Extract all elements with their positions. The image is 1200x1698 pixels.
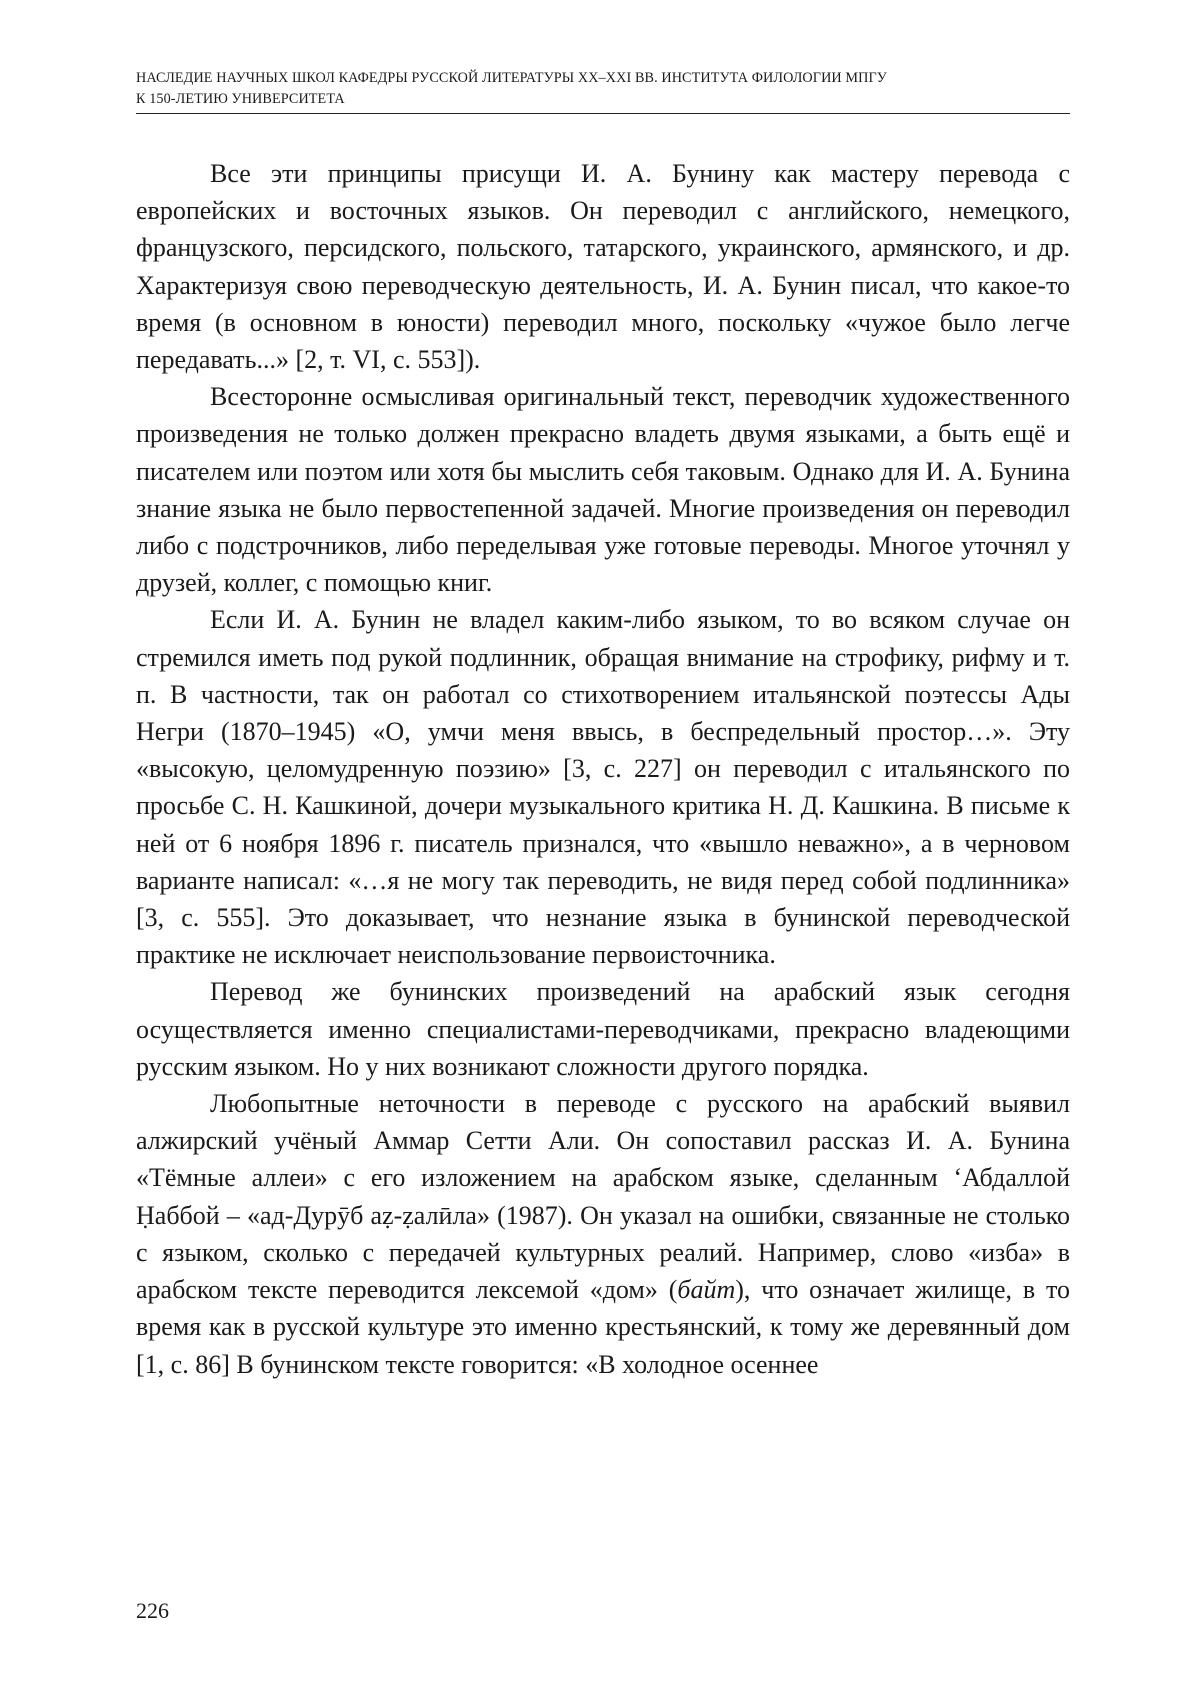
paragraph-5-italic-term: байт bbox=[677, 1275, 736, 1305]
paragraph-5-text-before: Любопытные неточности в переводе с русского на арабский выявил алжирский учёный Аммар Сетти Али. Он сопоставил рассказ И. А. Бунина «Тёмные аллеи» с его изложением на арабском языке, сделанным ‘Абдаллой Ḥаббой – «ад-Дурӯб аẓ-ẓалӣла» (1987). Он указал на ошибки, связанные не столько с языком, сколько с передачей культурных реалий. Например, слово «изба» в арабском тексте переводится лексемой «дом» ( bbox=[136, 1089, 1070, 1305]
paragraph-2: Всесторонне осмысливая оригинальный текст, переводчик художественного произведения не только должен прекрасно владеть двумя языками, а быть ещё и писателем или поэтом или хотя бы мыслить себя таковым. Однако для И. А. Бунина знание языка не было первостепенной задачей. Многие произведения он переводил либо с подстрочников, либо переделывая уже готовые переводы. Многое уточнял у друзей, коллег, с помощью книг. bbox=[136, 382, 1070, 598]
paragraph-5-text-after: ), что означает жилище, в то время как в русской культуре это именно крестьянский, к тому же деревянный дом [1, с. 86] В бунинском тексте говорится: «В холодное осеннее bbox=[136, 1275, 1070, 1379]
paragraph-3: Если И. А. Бунин не владел каким-либо языком, то во всяком случае он стремился иметь под рукой подлинник, обращая внимание на строфику, рифму и т. п. В частности, так он работал со стихотворением итальянской поэтессы Ады Негри (1870–1945) «О, умчи меня ввысь, в беспредельный простор…». Эту «высокую, целомудренную поэзию» [3, с. 227] он переводил с итальянского по просьбе С. Н. Кашкиной, дочери музыкального критика Н. Д. Кашкина. В письме к ней от 6 ноября 1896 г. писатель признался, что «вышло неважно», а в черновом варианте написал: «…я не могу так переводить, не видя перед собой подлинника» [3, с. 555]. Это доказывает, что незнание языка в бунинской переводческой практике не исключает неиспользование первоисточника. bbox=[136, 605, 1070, 970]
paragraph-5 bbox=[136, 1085, 1070, 1383]
running-header-line-2: К 150-ЛЕТИЮ УНИВЕРСИТЕТА bbox=[136, 91, 345, 107]
paragraph-1: Все эти принципы присущи И. А. Бунину как мастеру перевода с европейских и восточных языков. Он переводил с английского, немецкого, французского, персидского, польского, татарского, украинского, армянского, и др. Характеризуя свою переводческую деятельность, И. А. Бунин писал, что какое-то время (в основном в юности) переводил много, поскольку «чужое было легче передавать...» [2, т. VI, с. 553]). bbox=[136, 159, 1070, 375]
paragraph-4: Перевод же бунинских произведений на арабский язык сегодня осуществляется именно специалистами-переводчиками, прекрасно владеющими русским языком. Но у них возникают сложности другого порядка. bbox=[136, 977, 1070, 1081]
running-header-line-1: НАСЛЕДИЕ НАУЧНЫХ ШКОЛ КАФЕДРЫ РУССКОЙ ЛИТЕРАТУРЫ XX–XXI ВВ. ИНСТИТУТА ФИЛОЛОГИИ МПГУ bbox=[136, 70, 887, 86]
running-header bbox=[136, 68, 1070, 114]
body-text bbox=[136, 155, 1070, 1383]
page-number: 226 bbox=[136, 1598, 169, 1623]
